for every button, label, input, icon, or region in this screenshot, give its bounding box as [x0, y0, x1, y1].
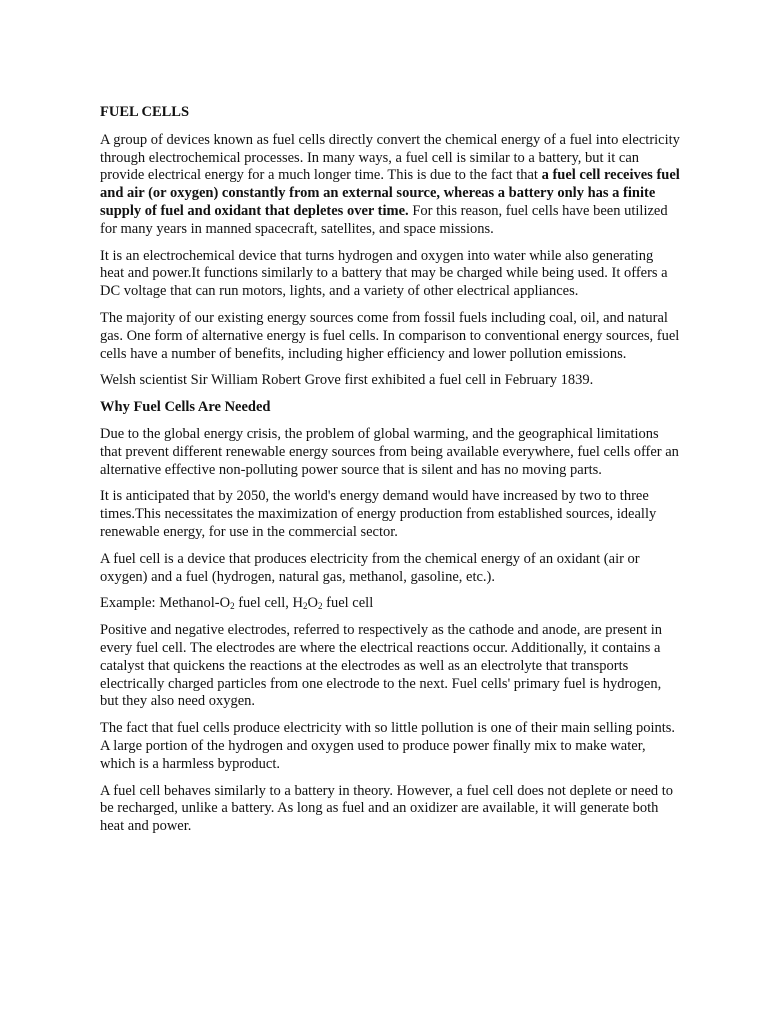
paragraph-battery-comparison: A fuel cell behaves similarly to a battery in theory. However, a fuel cell does not deplete or need to be recharged, unlike a battery. As long as fuel and an oxidizer are available, it will generate both heat and power.: [100, 782, 674, 835]
paragraph-intro-tail: For this reason, fuel cells have been utilized for many years in manned spacecraft, satellites, and space missions.: [100, 202, 668, 237]
paragraph-intro-text: A group of devices known as fuel cells directly convert the chemical energy of a fuel into electricity through electrochemical processes. In many ways, a fuel cell is similar to a battery, but it can provide electrical energy for a much longer time. This is due to the fact that: [100, 131, 680, 184]
example-text-tail: fuel cell: [322, 595, 374, 612]
paragraph-demand: It is anticipated that by 2050, the world's energy demand would have increased by two to three times.This necessitates the maximization of energy production from established sources, ideally renewable energy, for use in the commercial sector.: [100, 488, 657, 540]
example-text-methanol: Example: Methanol-O: [100, 595, 231, 612]
paragraph-history: Welsh scientist Sir William Robert Grove first exhibited a fuel cell in February 1839.: [100, 372, 594, 389]
example-subscript: 2: [303, 601, 308, 612]
document-page: [100, 104, 680, 845]
example-text-o: O: [307, 595, 318, 612]
example-subscript: 2: [230, 601, 235, 612]
paragraph-example: [100, 595, 680, 613]
paragraph-electrochemical-device: It is an electrochemical device that turns hydrogen and oxygen into water while also generating heat and power.It functions similarly to a battery that may be charged while being used. It offers a DC voltage that can run motors, lights, and a variety of other electrical appliances.: [100, 247, 668, 300]
document-title: FUEL CELLS: [100, 104, 190, 120]
paragraph-definition: A fuel cell is a device that produces electricity from the chemical energy of an oxidant (air or oxygen) and a fuel (hydrogen, natural gas, methanol, gasoline, etc.).: [100, 550, 640, 585]
paragraph-electrodes: Positive and negative electrodes, referred to respectively as the cathode and anode, are present in every fuel cell. The electrodes are where the electrical reactions occur. Additionally, it contains a catalyst that quickens the reactions at the electrodes as well as an electrolyte that transports electrically charged particles from one electrode to the next. Fuel cells' primary fuel is hydrogen, but they also need oxygen.: [100, 622, 663, 710]
example-text-h: fuel cell, H: [234, 595, 304, 612]
paragraph-pollution: The fact that fuel cells produce electricity with so little pollution is one of their main selling points. A large portion of the hydrogen and oxygen used to produce power finally mix to make water, which is a harmless byproduct.: [100, 720, 676, 772]
section-heading: Why Fuel Cells Are Needed: [100, 399, 271, 416]
paragraph-intro-bold: a fuel cell receives fuel and air (or oxygen) constantly from an external source, whereas a battery only has a finite supply of fuel and oxidant that depletes over time.: [100, 167, 680, 219]
example-subscript: 2: [318, 601, 323, 612]
paragraph-intro: [100, 132, 680, 239]
paragraph-need: Due to the global energy crisis, the problem of global warming, and the geographical limitations that prevent different renewable energy sources from being available everywhere, fuel cells offer an alternative effective non-polluting power source that is silent and has no moving parts.: [100, 425, 679, 478]
paragraph-energy-sources: The majority of our existing energy sources come from fossil fuels including coal, oil, and natural gas. One form of alternative energy is fuel cells. In comparison to conventional energy sources, fuel cells have a number of benefits, including higher efficiency and lower pollution emissions.: [100, 309, 680, 362]
